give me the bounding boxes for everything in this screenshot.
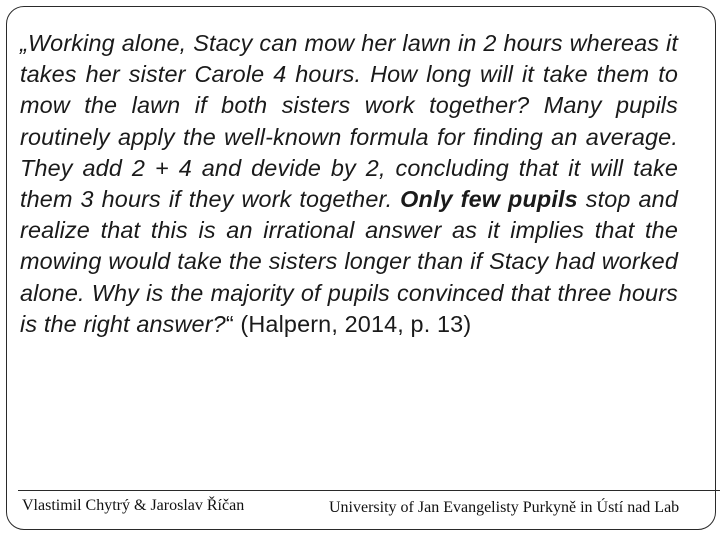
opening-quote-mark: „	[20, 30, 28, 56]
footer-authors: Vlastimil Chytrý & Jaroslav Říčan	[22, 497, 245, 514]
footer-divider	[18, 490, 720, 491]
footer-university: University of Jan Evangelisty Purkyně in Ústí nad Lab	[329, 499, 680, 516]
quote-text-part1: Working alone, Stacy can mow her lawn in 2 hours whereas it takes her sister Carole 4 hours. How long will it take them to mow the lawn if both sisters work together? Many pupils routinely apply the well-known formula for finding an average. They add 2 + 4 and devide by 2, concluding that it will take them 3 hours if they work together.	[20, 30, 678, 213]
quote-emphasis: Only few pupils	[400, 186, 578, 213]
quote-citation: (Halpern, 2014, p. 13)	[233, 310, 472, 337]
quote-paragraph	[20, 28, 678, 340]
quote-text-part2: stop and realize that this is an irrational answer as it implies that the mowing would take the sisters longer than if Stacy had worked alone. Why is the majority of pupils convinced that three hours is the right answer?	[20, 186, 678, 337]
closing-quote-mark: “	[225, 310, 234, 337]
